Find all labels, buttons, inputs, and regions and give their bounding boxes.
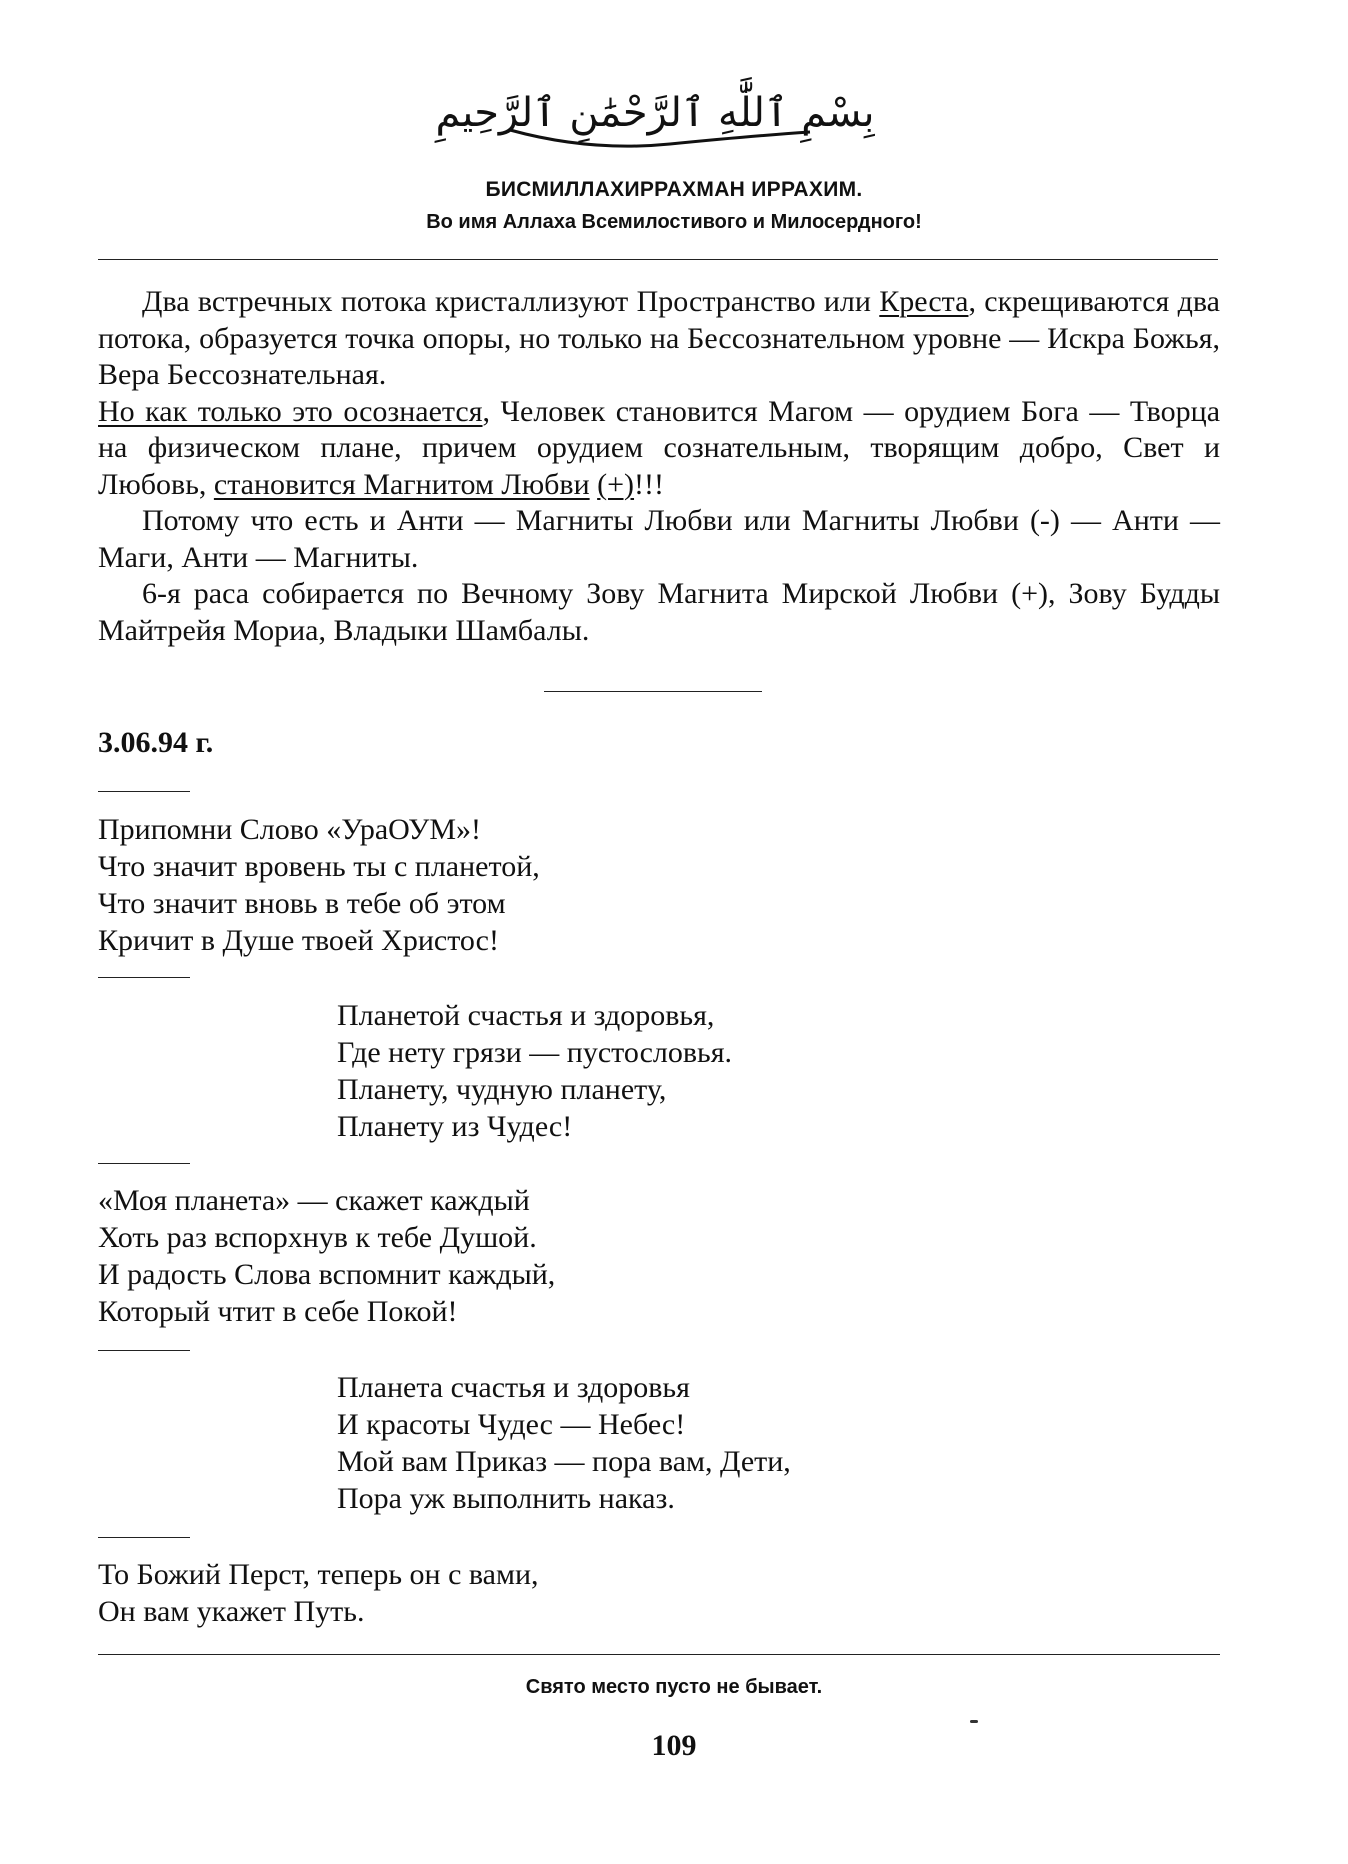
stanza-dash xyxy=(98,791,190,792)
header-title: БИСМИЛЛАХИРРАХМАН ИРРАХИМ. xyxy=(485,178,863,201)
verse-line: То Божий Перст, теперь он с вами, xyxy=(98,1558,539,1591)
header-subtitle: Во имя Аллаха Всемилостивого и Милосердного! xyxy=(426,211,922,233)
verse-line: Планетой счастья и здоровья, xyxy=(337,999,715,1032)
stanza-2 xyxy=(337,997,732,1145)
verse-line: Припомни Слово «УраОУМ»! xyxy=(98,813,482,846)
stanza-dash xyxy=(98,977,190,978)
basmala-calligraphy xyxy=(435,60,875,170)
stanza-dash xyxy=(98,1163,190,1164)
section-separator xyxy=(544,691,762,692)
stanza-1 xyxy=(98,811,540,959)
stanza-dash xyxy=(98,1350,190,1351)
scan-speck xyxy=(970,1720,978,1723)
paragraph-2: Но как только это осознается, Человек становится Магом — орудием Бога — Творца на физическом плане, причем орудием сознательным, творящим добро, Свет и Любовь, становится Магнитом Любви (+)!!! xyxy=(98,394,1221,501)
paragraph-1: Два встречных потока кристаллизуют Пространство или Креста, скрещиваются два потока, образуется точка опоры, но только на Бессознательном уровне — Искра Божья, Вера Бессознательная. xyxy=(98,285,1220,391)
verse-line: Он вам укажет Путь. xyxy=(98,1595,365,1628)
paragraph-4: 6-я раса собирается по Вечному Зову Магнита Мирской Любви (+), Зову Будды Майтрейя Мориа, Владыки Шамбалы. xyxy=(98,577,1220,647)
footer-divider xyxy=(98,1654,1220,1655)
verse-line: И красоты Чудес — Небес! xyxy=(337,1408,686,1441)
verse-line: Который чтит в себе Покой! xyxy=(98,1295,458,1328)
verse-line: Кричит в Душе твоей Христос! xyxy=(98,924,499,957)
verse-line: «Моя планета» — скажет каждый xyxy=(98,1184,530,1217)
verse-line: Что значит вровень ты с планетой, xyxy=(98,850,540,883)
footer-motto: Свято место пусто не бывает. xyxy=(525,1676,823,1698)
verse-line: Что значит вновь в тебе об этом xyxy=(98,887,506,920)
verse-line: Планету, чудную планету, xyxy=(337,1073,667,1106)
page-number: 109 xyxy=(651,1729,697,1762)
stanza-5 xyxy=(98,1556,539,1630)
svg-text:بِسْمِ ٱللَّٰهِ ٱلرَّحْمَٰنِ ٱ: بِسْمِ ٱللَّٰهِ ٱلرَّحْمَٰنِ ٱلرَّحِيمِ xyxy=(435,90,875,136)
paragraph-3: Потому что есть и Анти — Магниты Любви или Магниты Любви (-) — Анти — Маги, Анти — Магниты. xyxy=(98,504,1220,574)
verse-line: Пора уж выполнить наказ. xyxy=(337,1482,675,1515)
header-divider xyxy=(98,259,1218,260)
entry-date: 3.06.94 г. xyxy=(98,726,214,759)
verse-line: И радость Слова вспомнит каждый, xyxy=(98,1258,556,1291)
verse-line: Мой вам Приказ — пора вам, Дети, xyxy=(337,1445,791,1478)
stanza-dash xyxy=(98,1537,190,1538)
verse-line: Планету из Чудес! xyxy=(337,1110,573,1143)
intro-text xyxy=(98,284,1220,649)
verse-line: Хоть раз вспорхнув к тебе Душой. xyxy=(98,1221,537,1254)
verse-line: Планета счастья и здоровья xyxy=(337,1371,690,1404)
stanza-4 xyxy=(337,1369,791,1517)
stanza-3 xyxy=(98,1182,555,1330)
verse-line: Где нету грязи — пустословья. xyxy=(337,1036,733,1069)
